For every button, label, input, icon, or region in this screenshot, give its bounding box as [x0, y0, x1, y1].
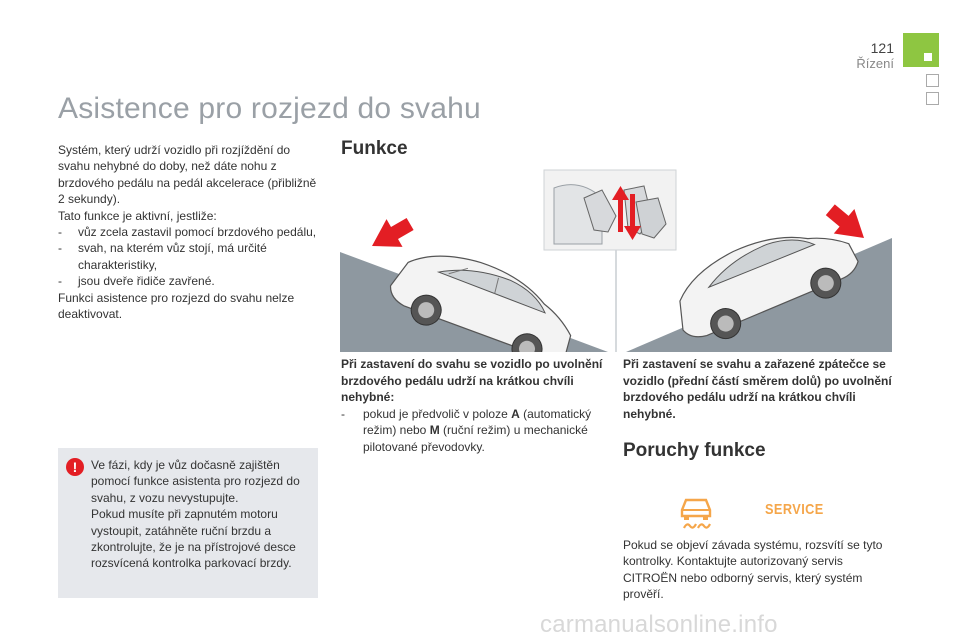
page-title: Asistence pro rozjezd do svahu — [58, 92, 481, 125]
intro-paragraph: Funkci asistence pro rozjezd do svahu nelze deaktivovat. — [58, 290, 295, 322]
list-item: - svah, na kterém vůz stojí, má určité charakteristiky, — [58, 241, 267, 272]
uphill-description: Při zastavení do svahu se vozidlo po uvolnění brzdového pedálu udrží na krátkou chvíli nehybné: - pokud je předvolič v poloze A (automatický režim) nebo M (ruční režim) u mechanické pilotované převodovky. — [341, 357, 603, 454]
square-icon — [924, 53, 932, 61]
pedal-arrow-down — [630, 194, 635, 228]
intro-text — [58, 142, 320, 322]
exclamation-icon: ! — [66, 458, 84, 476]
intro-paragraph: Systém, který udrží vozidlo při rozjíždění do svahu nehybné do doby, než dáte nohu z brzdového pedálu na pedál akcelerace (přibližně 2 sekundy). — [58, 143, 317, 207]
page-number: 121 — [870, 40, 894, 56]
hill-assist-illustration — [340, 168, 904, 352]
footer-watermark: carmanualsonline.info — [540, 611, 778, 638]
intro-paragraph: Tato funkce je aktivní, jestliže: — [58, 208, 217, 223]
pedal-inset — [544, 170, 676, 250]
service-indicator: SERVICE — [765, 501, 824, 518]
downhill-description: Při zastavení se svahu a zařazené zpátečce se vozidlo (přední částí směrem dolů) po uvolnění brzdového pedálu udrží na krátkou chvíli nehybné. — [623, 357, 892, 421]
chapter-title: Řízení — [856, 56, 894, 71]
section-heading-funkce: Funkce — [341, 138, 408, 159]
car-skid-icon — [676, 494, 716, 530]
chapter-tab[interactable] — [926, 74, 939, 87]
chapter-tab[interactable] — [926, 92, 939, 105]
warning-text: Ve fázi, kdy je vůz dočasně zajištěn pomocí funkce asistenta pro rozjezd do svahu, z vozu nevystupujte. Pokud musíte při zapnutém motoru vystoupit, zatáhněte ruční brzdu a zkontrolujte, že je na přístrojové desce rozsvícená kontrolka parkovací brzdy. — [91, 458, 300, 571]
section-heading-poruchy: Poruchy funkce — [623, 440, 766, 461]
list-item: - pokud je předvolič v poloze A (automatický režim) nebo M (ruční režim) u mechanické pilotované převodovky. — [341, 406, 592, 454]
list-item: - jsou dveře řidiče zavřené. — [58, 274, 215, 289]
chapter-tab-active[interactable] — [903, 33, 939, 67]
fault-description: Pokud se objeví závada systému, rozsvítí se tyto kontrolky. Kontaktujte autorizovaný servis CITROËN nebo odborný servis, který systém prověří. — [623, 538, 886, 602]
arrow-uphill — [364, 210, 418, 260]
list-item: - vůz zcela zastavil pomocí brzdového pedálu, — [58, 225, 317, 240]
pedal-arrow-up — [618, 198, 623, 232]
